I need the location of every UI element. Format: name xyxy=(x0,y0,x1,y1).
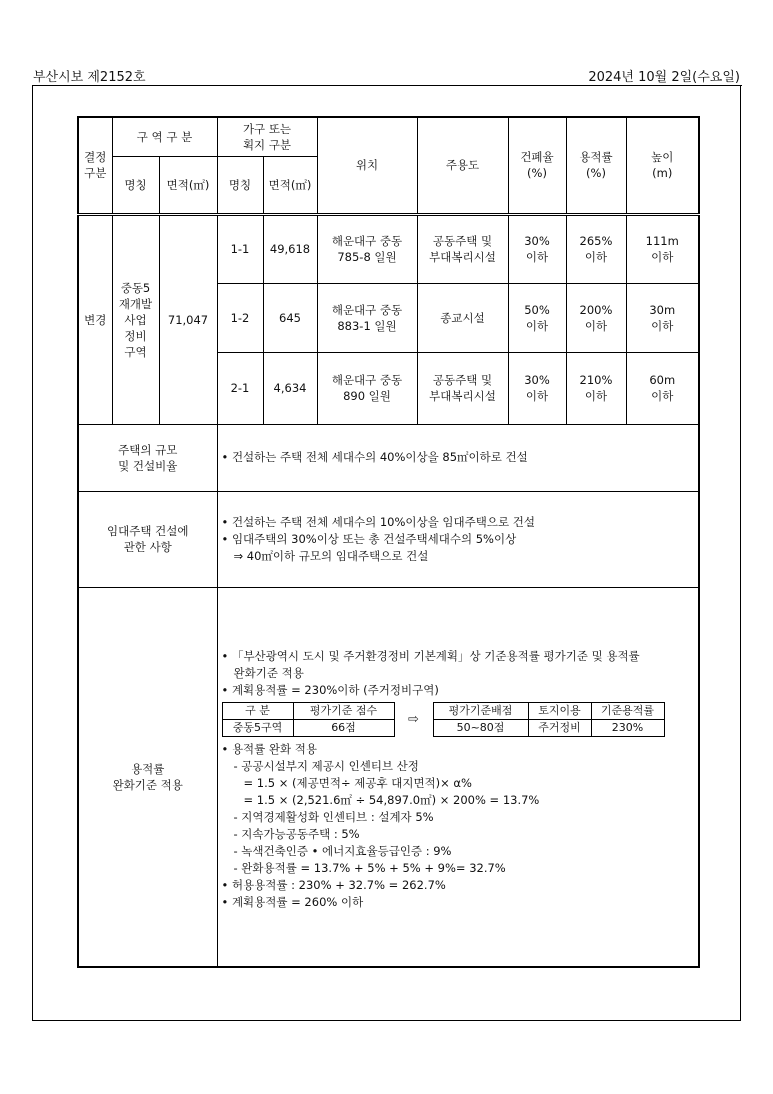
evaluation-box-row xyxy=(222,702,695,737)
far-cell: 265% 이하 xyxy=(566,214,626,283)
base-header: 평가기준배점 xyxy=(433,703,528,720)
header-block-name: 명칭 xyxy=(217,156,263,214)
rental-item: • 임대주택의 30%이상 또는 총 건설주택세대수의 5%이상 xyxy=(221,531,517,546)
right-arrow-icon: ⇨ xyxy=(408,712,419,728)
block-name-cell: 1-2 xyxy=(217,283,263,352)
block-name-cell: 2-1 xyxy=(217,352,263,424)
far-relief-item: = 1.5 × (2,521.6㎡ ÷ 54,897.0㎡) × 200% = 13.7% xyxy=(243,793,540,808)
far-relief-item: - 지역경제활성화 인센티브 : 설계자 5% xyxy=(233,810,434,825)
header-height: 높이 (m) xyxy=(626,117,699,214)
base-header: 기준용적률 xyxy=(591,703,664,720)
far-relief-item: - 완화용적률 = 13.7% + 5% + 5% + 9%= 32.7% xyxy=(233,861,506,876)
far-relief-item: - 지속가능공동주택 : 5% xyxy=(233,827,360,842)
use-cell: 종교시설 xyxy=(417,283,508,352)
block-area-cell: 49,618 xyxy=(263,214,317,283)
header-location: 위치 xyxy=(317,117,417,214)
header-zone-division: 구 역 구 분 xyxy=(112,117,217,156)
use-cell: 공동주택 및 부대복리시설 xyxy=(417,214,508,283)
location-cell: 해운대구 중동 785-8 일원 xyxy=(317,214,417,283)
far-relief-row xyxy=(78,587,699,967)
coverage-cell: 50% 이하 xyxy=(508,283,566,352)
location-cell: 해운대구 중동 890 일원 xyxy=(317,352,417,424)
header-decision-type: 결정 구분 xyxy=(78,117,112,214)
eval-value: 중동5구역 xyxy=(222,720,293,737)
far-cell: 200% 이하 xyxy=(566,283,626,352)
publication-date: 2024년 10월 2일(수요일) xyxy=(588,70,740,85)
coverage-cell: 30% 이하 xyxy=(508,352,566,424)
publication-title: 부산시보 제2152호 xyxy=(33,70,146,85)
rental-item: ⇒ 40㎡이하 규모의 임대주택으로 건설 xyxy=(233,548,429,563)
rental-row xyxy=(78,491,699,587)
eval-header: 평가기준 점수 xyxy=(293,703,394,720)
far-relief-line: 완화기준 적용 xyxy=(233,666,304,681)
table-row xyxy=(78,214,699,283)
zone-area-cell: 71,047 xyxy=(159,214,217,424)
header-coverage: 건폐율 (%) xyxy=(508,117,566,214)
zoning-table xyxy=(77,116,700,968)
evaluation-score-table xyxy=(222,702,395,737)
far-relief-item: • 계획용적률 = 260% 이하 xyxy=(221,895,364,910)
header-main-use: 주용도 xyxy=(417,117,508,214)
far-relief-content xyxy=(217,587,699,967)
location-cell: 해운대구 중동 883-1 일원 xyxy=(317,283,417,352)
block-name-cell: 1-1 xyxy=(217,214,263,283)
housing-scale-item: • 건설하는 주택 전체 세대수의 40%이상을 85㎡이하로 건설 xyxy=(221,450,528,464)
base-value: 230% xyxy=(591,720,664,737)
header-far: 용적률 (%) xyxy=(566,117,626,214)
far-relief-label: 용적률 완화기준 적용 xyxy=(78,587,217,967)
height-cell: 60m 이하 xyxy=(626,352,699,424)
decision-cell: 변경 xyxy=(78,214,112,424)
base-value: 주거정비 xyxy=(528,720,591,737)
base-far-table xyxy=(433,702,665,737)
far-relief-line: • 「부산광역시 도시 및 주거환경정비 기본계획」상 기준용적률 평가기준 및 용적률 xyxy=(221,649,640,664)
rental-item: • 건설하는 주택 전체 세대수의 10%이상을 임대주택으로 건설 xyxy=(221,514,535,529)
far-relief-item: - 녹색건축인증 • 에너지효율등급인증 : 9% xyxy=(233,844,452,859)
far-relief-item: - 공공시설부지 제공시 인센티브 산정 xyxy=(233,759,419,774)
block-area-cell: 645 xyxy=(263,283,317,352)
far-relief-item: = 1.5 × (제공면적÷ 제공후 대지면적)× α% xyxy=(243,776,472,791)
housing-scale-row xyxy=(78,424,699,491)
far-relief-item: • 용적률 완화 적용 xyxy=(221,742,318,757)
housing-scale-content xyxy=(217,424,699,491)
eval-value: 66점 xyxy=(293,720,394,737)
zone-name-cell: 중동5 재개발 사업 정비 구역 xyxy=(112,214,159,424)
rental-label: 임대주택 건설에 관한 사항 xyxy=(78,491,217,587)
coverage-cell: 30% 이하 xyxy=(508,214,566,283)
far-relief-item: • 허용용적률 : 230% + 32.7% = 262.7% xyxy=(221,878,446,893)
base-header: 토지이용 xyxy=(528,703,591,720)
block-area-cell: 4,634 xyxy=(263,352,317,424)
base-value: 50~80점 xyxy=(433,720,528,737)
height-cell: 30m 이하 xyxy=(626,283,699,352)
height-cell: 111m 이하 xyxy=(626,214,699,283)
header-block-area: 면적(㎡) xyxy=(263,156,317,214)
far-relief-line: • 계획용적률 = 230%이하 (주거정비구역) xyxy=(221,683,439,698)
header-zone-area: 면적(㎡) xyxy=(159,156,217,214)
use-cell: 공동주택 및 부대복리시설 xyxy=(417,352,508,424)
rental-content xyxy=(217,491,699,587)
housing-scale-label: 주택의 규모 및 건설비율 xyxy=(78,424,217,491)
far-cell: 210% 이하 xyxy=(566,352,626,424)
eval-header: 구 분 xyxy=(222,703,293,720)
header-zone-name: 명칭 xyxy=(112,156,159,214)
header-block-division: 가구 또는 획지 구분 xyxy=(217,117,317,156)
